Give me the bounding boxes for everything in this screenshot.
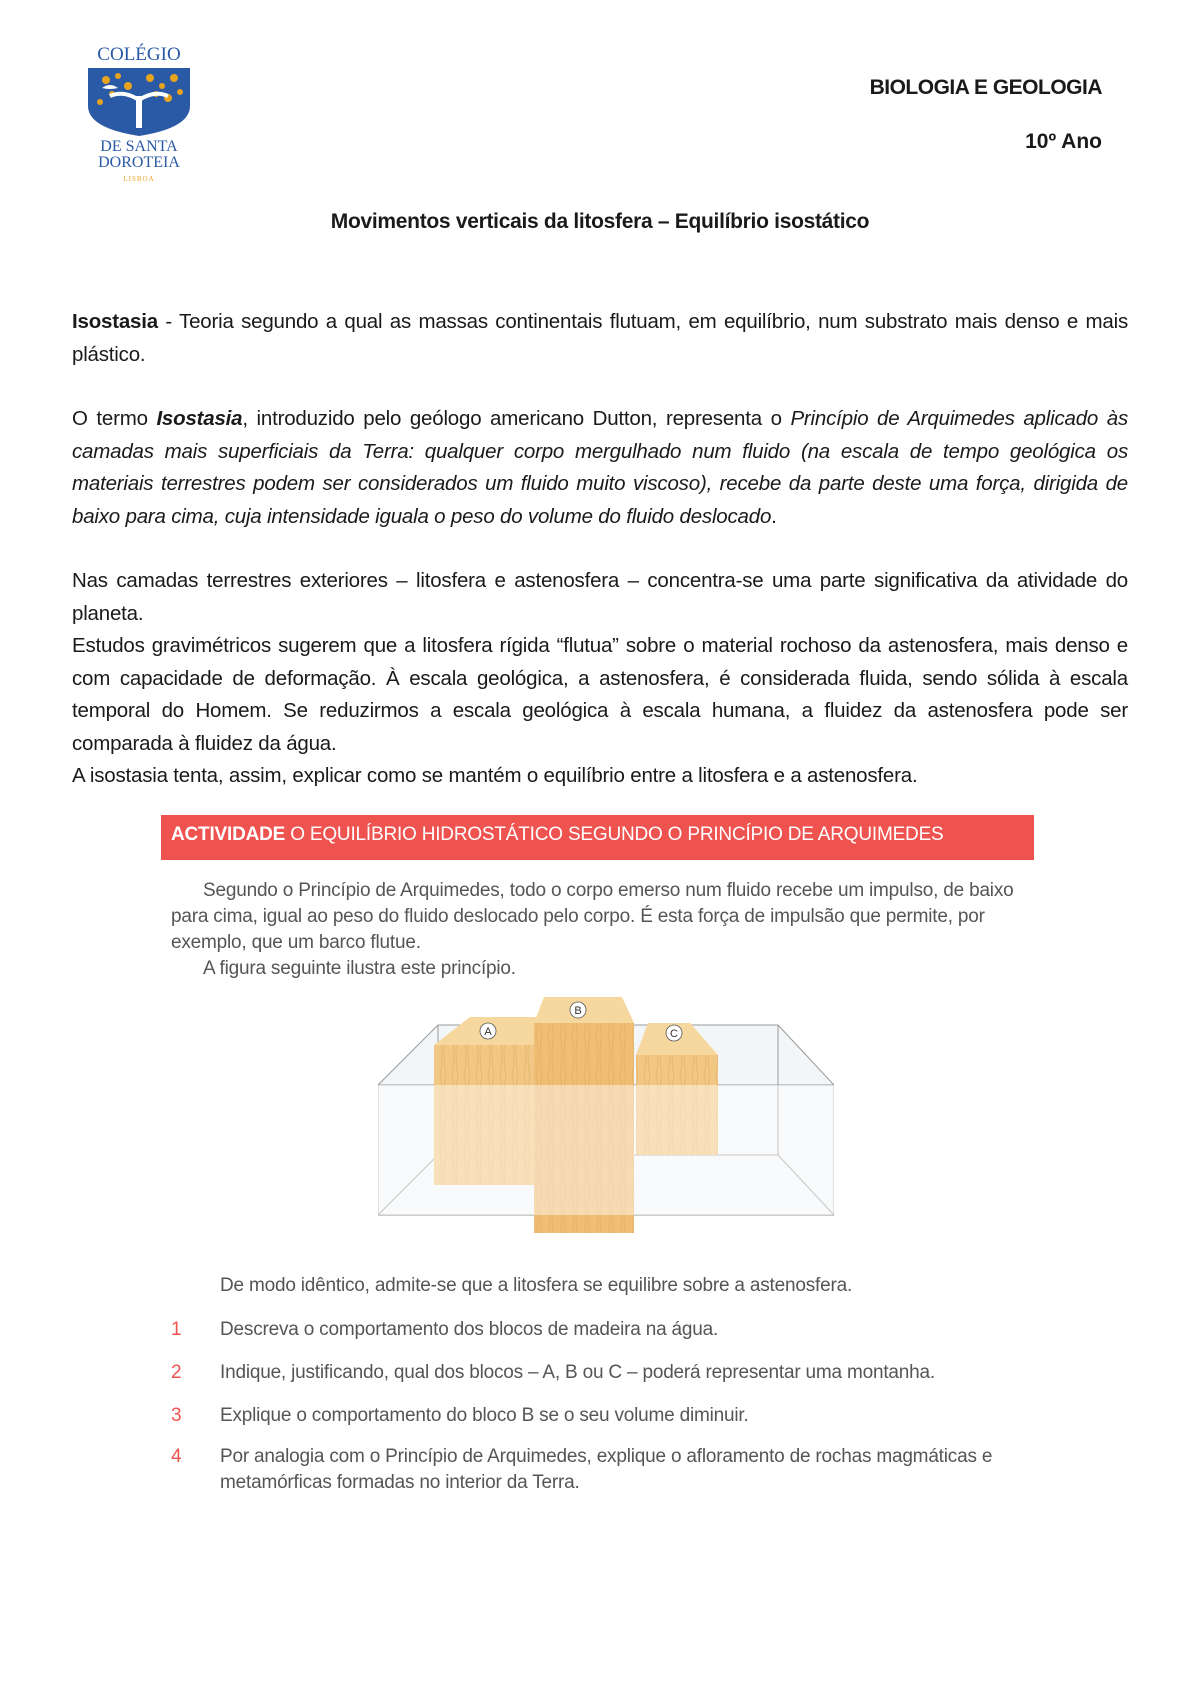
question-text: Descreva o comportamento dos blocos de madeira na água.: [220, 1319, 719, 1340]
activity-intro-1: Segundo o Princípio de Arquimedes, todo o corpo emerso num fluido recebe um impulso, de baixo para cima, igual ao peso do fluido deslocado pelo corpo. É esta força de impulsão que permite, por exemplo, que um barco flutue.: [171, 880, 1014, 953]
p3-line1: Nas camadas terrestres exteriores – litosfera e astenosfera – concentra-se uma parte significativa da atividade do planeta.: [72, 569, 1128, 625]
term-isostasia-italic: Isostasia: [156, 407, 243, 430]
block-label-c: C: [670, 1028, 678, 1040]
logo-tagline: LISBOA: [123, 175, 155, 183]
paragraph-dutton: [72, 403, 1128, 533]
page-title: Movimentos verticais da litosfera – Equilíbrio isostático: [330, 210, 870, 233]
activity-label: ACTIVIDADE: [171, 824, 286, 845]
term-isostasia: Isostasia: [72, 310, 158, 333]
p2-lead: O termo: [72, 407, 157, 430]
question-number: 3: [171, 1405, 182, 1426]
p3-line2: Estudos gravimétricos sugerem que a litosfera rígida “flutua” sobre o material rochoso da astenosfera, mais denso e com capacidade de deformação. À escala geológica, a astenosfera, é considerada fluida, sendo sólida à escala temporal do Homem. Se reduzirmos a escala geológica à escala humana, a fluidez da astenosfera pode ser comparada à fluidez da água.: [72, 634, 1128, 755]
definition-text: - Teoria segundo a qual as massas continentais flutuam, em equilíbrio, num substrato mais denso e mais plástico.: [72, 310, 1128, 366]
block-label-a: A: [484, 1026, 492, 1038]
logo-line2: DE SANTA: [100, 138, 178, 155]
activity-intro: [171, 878, 1031, 982]
school-logo: [76, 44, 202, 194]
question-text: Por analogia com o Princípio de Arquimedes, explique o afloramento de rochas magmáticas e metamórficas formadas no interior da Terra.: [220, 1446, 993, 1493]
question-text: Explique o comportamento do bloco B se o seu volume diminuir.: [220, 1405, 749, 1426]
p2-end: .: [771, 504, 777, 528]
paragraph-isostasia-definition: [72, 306, 1128, 371]
year-heading: 10º Ano: [1025, 130, 1102, 153]
activity-after-figure: De modo idêntico, admite-se que a litosfera se equilibre sobre a astenosfera.: [220, 1275, 853, 1296]
logo-line1: COLÉGIO: [97, 44, 181, 65]
water-surface: [378, 1085, 834, 1215]
question-text: Indique, justificando, qual dos blocos – A, B ou C – poderá representar uma montanha.: [220, 1362, 935, 1383]
block-label-b: B: [574, 1005, 582, 1017]
logo-emblem-icon: [76, 66, 202, 136]
activity-banner-text: [171, 824, 944, 846]
question-number: 2: [171, 1362, 182, 1383]
p2-middle: , introduzido pelo geólogo americano Dutton, representa o: [242, 407, 791, 430]
subject-heading: BIOLOGIA E GEOLOGIA: [869, 76, 1102, 99]
paragraph-lithosphere: [72, 565, 1128, 793]
archimedes-blocks-figure: [378, 995, 834, 1255]
logo-line3: DOROTEIA: [98, 154, 180, 171]
archimedes-principle-text: Princípio de Arquimedes aplicado às camadas mais superficiais da Terra: qualquer corpo mergulhado num fluido (na escala de tempo geológica os materiais terrestres podem ser considerados um fluido muito viscoso), recebe da parte deste uma força, dirigida de baixo para cima, cuja intensidade iguala o peso do volume do fluido deslocado: [72, 407, 1129, 528]
activity-banner: [161, 815, 1034, 860]
activity-intro-2: A figura seguinte ilustra este princípio.: [203, 958, 516, 979]
activity-title: O EQUILÍBRIO HIDROSTÁTICO SEGUNDO O PRINCÍPIO DE ARQUIMEDES: [290, 824, 944, 845]
question-number: 4: [171, 1446, 182, 1467]
question-number: 1: [171, 1319, 182, 1340]
p3-line3: A isostasia tenta, assim, explicar como se mantém o equilíbrio entre a litosfera e a astenosfera.: [72, 764, 918, 787]
